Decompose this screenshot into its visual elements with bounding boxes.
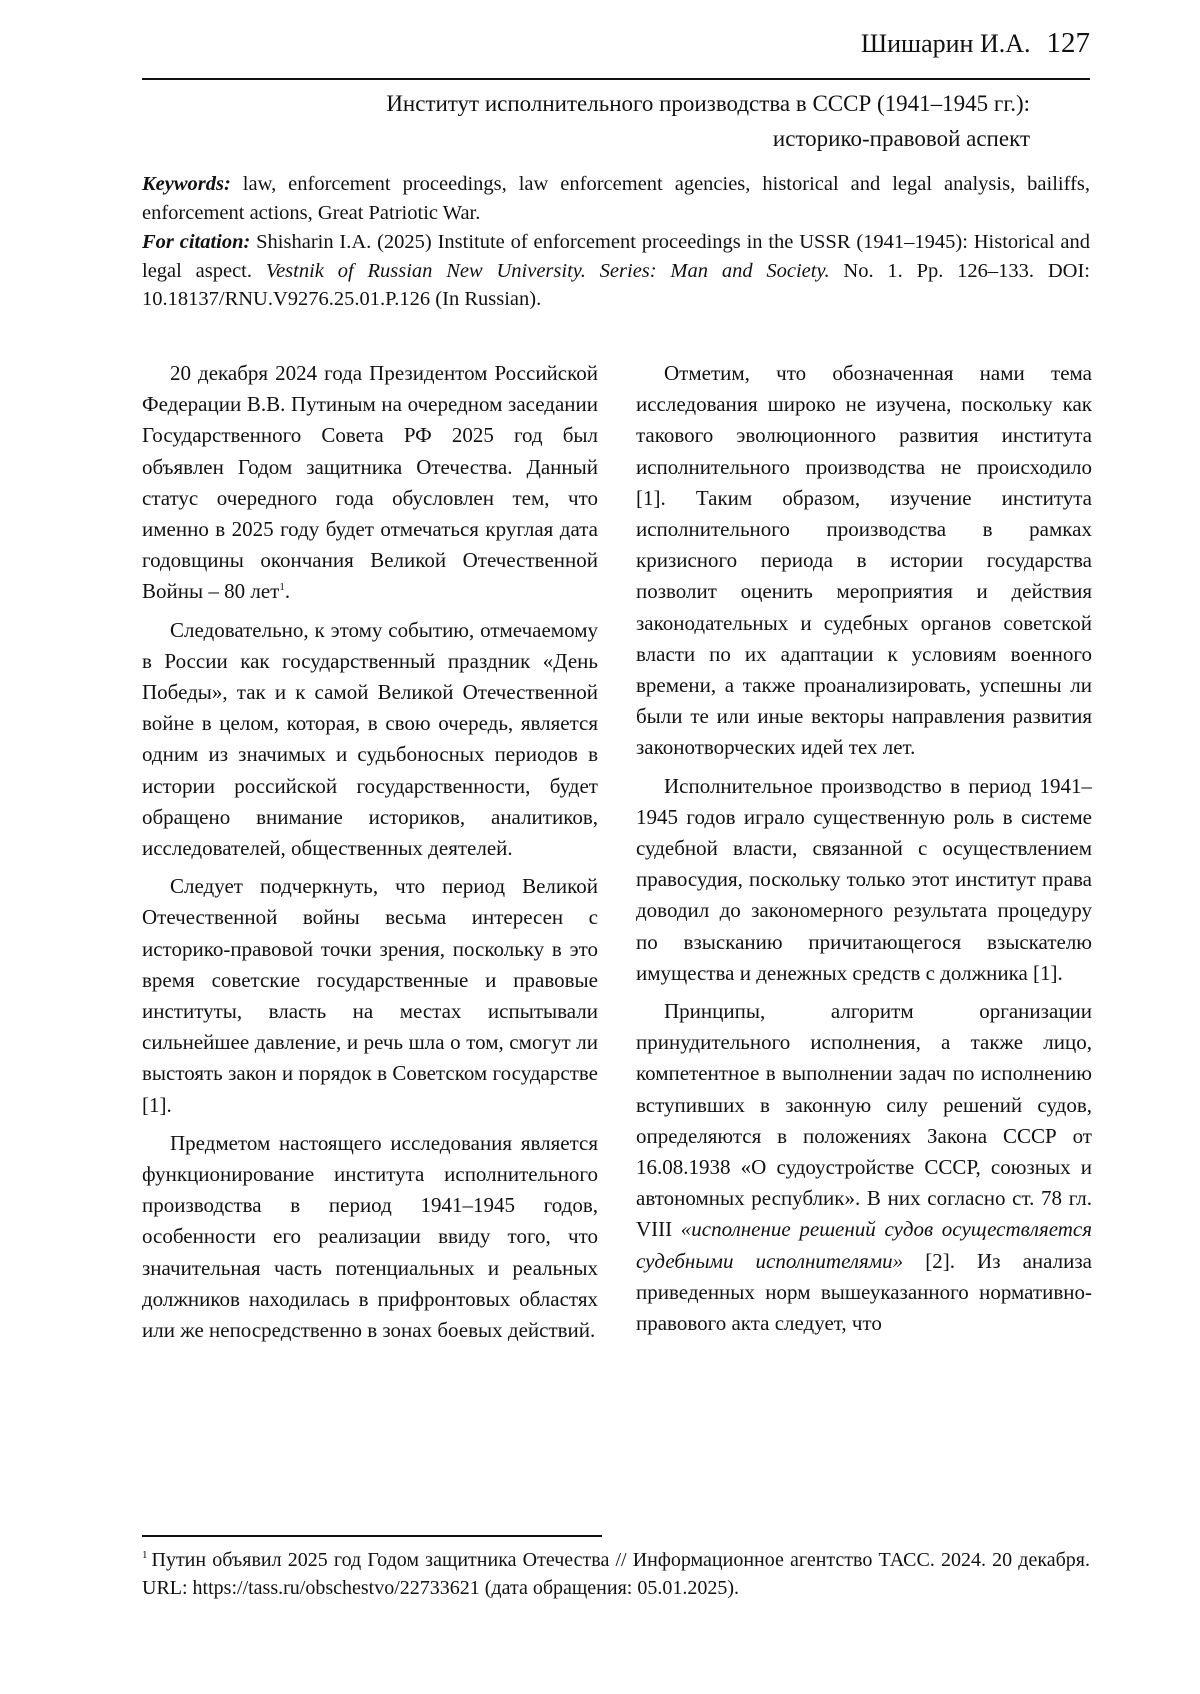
article-metadata [142, 170, 1090, 315]
left-paragraph-1-text: 20 декабря 2024 года Президентом Российской Федерации В.В. Путиным на очередном заседании Государственного Совета РФ 2025 год был объявлен Годом защитника Отечества. Данный статус очередного года обусловлен тем, что именно в 2025 году будет отмечаться круглая дата годовщины окончания Великой Отечественной Войны – 80 лет [142, 361, 598, 604]
left-paragraph-1-tail: . [284, 579, 291, 604]
footnote-marker: 1 [142, 1549, 148, 1562]
running-head-author: Шишарин И.А. [860, 29, 1031, 58]
keywords-text: law, enforcement proceedings, law enforcement agencies, historical and legal analysis, bailiffs, enforcement actions, Great Patriotic War. [142, 173, 1090, 224]
right-column [636, 358, 1092, 1346]
footnote-rule [142, 1535, 602, 1537]
right-paragraph-3-quote: «исполнение решений судов осуществляется судебными исполнителями» [636, 1217, 1092, 1273]
citation-label: For citation: [142, 231, 251, 253]
left-paragraph-3: Следует подчеркнуть, что период Великой Отечественной войны весьма интересен с историко-правовой точки зрения, поскольку в это время советские государственные и правовые институты, власть на местах испытывали сильнейшее давление, и речь шла о том, смогут ли выстоять закон и порядок в Советском государстве [1]. [142, 874, 598, 1117]
right-paragraph-1: Отметим, что обозначенная нами тема исследования широко не изучена, поскольку как такового эволюционного развития института исполнительного производства не происходило [1]. Таким образом, изучение института исполнительного производства в рамках кризисного периода в истории государства позволит оценить мероприятия и действия законодательных и судебных органов советской власти по их адаптации к условиям военного времени, а также проанализировать, успешны ли были те или иные векторы направления развития законотворческих идей тех лет. [636, 361, 1092, 760]
footnote [142, 1546, 1090, 1602]
citation-text-end: No. 1. Pp. 126–133. DOI: 10.18137/RNU.V9276.25.01.P.126 (In Russian). [142, 259, 1091, 310]
right-paragraph-3-end: [2]. Из анализа приведенных норм вышеуказанного нормативно-правового акта следует, что [636, 1248, 1092, 1336]
right-paragraph-2: Исполнительное производство в период 1941–1945 годов играло существенную роль в системе судебной власти, связанной с осуществлением правосудия, поскольку только этот институт права доводил до закономерного результата процедуру по взысканию причитающегося взыскателю имущества и денежных средств с должника [1]. [636, 773, 1092, 985]
article-title-line-2: историко-правовой аспект [772, 126, 1030, 151]
citation-journal: Vestnik of Russian New University. Series: Man and Society. [265, 259, 830, 282]
header-rule [142, 78, 1090, 80]
citation-paragraph [142, 228, 1090, 314]
left-paragraph-1 [142, 358, 598, 608]
running-head [861, 26, 1090, 61]
page-number: 127 [1046, 27, 1090, 59]
keywords-label: Keywords: [142, 173, 231, 195]
running-article-title [230, 86, 1030, 156]
left-paragraph-4: Предметом настоящего исследования является функционирование института исполнительного производства в период 1941–1945 годов, особенности его реализации ввиду того, что значительная часть потенциальных и реальных должников находилась в прифронтовых областях или же непосредственно в зонах боевых действий. [142, 1130, 598, 1343]
left-column [142, 358, 598, 1353]
keywords-paragraph [142, 170, 1090, 227]
footnote-reference[interactable]: 1 [279, 581, 285, 594]
article-title-line-1: Институт исполнительного производства в СССР (1941–1945 гг.): [386, 91, 1030, 116]
right-paragraph-3-start: Принципы, алгоритм организации принудительного исполнения, а также лицо, компетентное в выполнении задач по исполнению вступивших в законную силу решений судов, определяются в положениях Закона СССР от 16.08.1938 «О судоустройстве СССР, союзных и автономных республик». В них согласно ст. 78 гл. VIII [636, 999, 1092, 1242]
footnote-text: Путин объявил 2025 год Годом защитника Отечества // Информационное агентство ТАСС. 2024. 20 декабря. URL: https://tass.ru/obschestvo/22733621 (дата обращения: 05.01.2025). [142, 1549, 1090, 1599]
citation-text-start: Shisharin I.A. (2025) Institute of enforcement proceedings in the USSR (1941–1945): Historical and legal aspect. [142, 231, 1090, 282]
left-paragraph-2: Следовательно, к этому событию, отмечаемому в России как государственный праздник «День Победы», так и к самой Великой Отечественной войне в целом, которая, в свою очередь, является одним из значимых и судьбоносных периодов в истории российской государственности, будет обращено внимание историков, аналитиков, исследователей, общественных деятелей. [142, 617, 598, 861]
right-paragraph-3 [636, 996, 1092, 1339]
